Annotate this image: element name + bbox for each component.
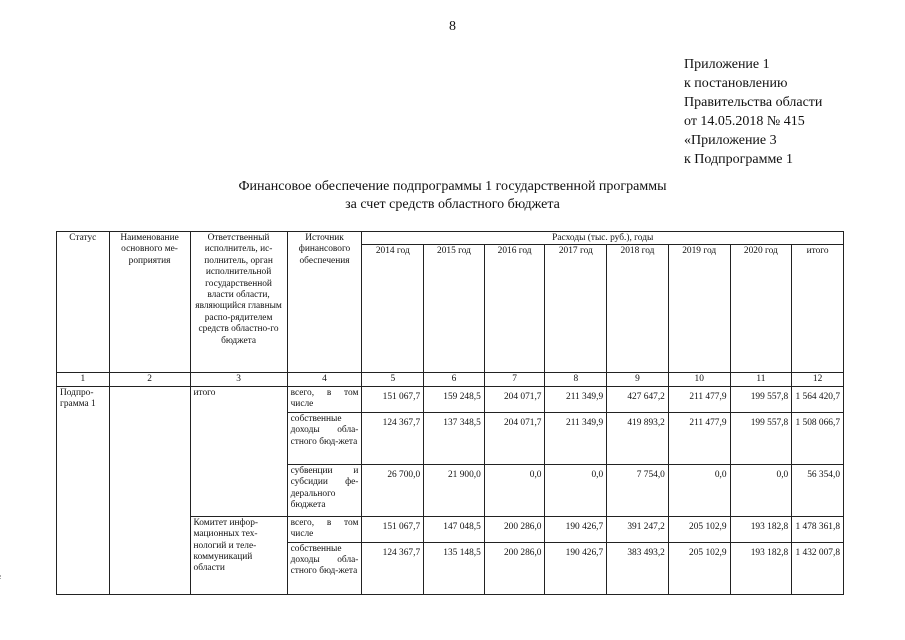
value-cell: 193 182,8 (730, 542, 792, 594)
value-cell: 204 071,7 (484, 412, 545, 464)
value-cell: 151 067,7 (362, 387, 424, 413)
value-cell: 190 426,7 (545, 542, 607, 594)
value-cell: 383 493,2 (607, 542, 669, 594)
header-source: Источник финансового обеспечения (287, 232, 362, 373)
appendix-line: от 14.05.2018 № 415 (684, 114, 805, 129)
page-number: 8 (449, 19, 456, 34)
financing-table (56, 231, 844, 595)
column-number: 7 (484, 373, 545, 387)
status-cell: Подпро-грамма 1 (57, 387, 110, 595)
value-cell: 1 508 066,7 (792, 412, 844, 464)
source-cell: собственные доходы обла-стного бюд-жета (287, 542, 362, 594)
value-cell: 21 900,0 (424, 464, 485, 516)
title-line-2: за счет средств областного бюджета (345, 197, 560, 212)
appendix-block (684, 55, 822, 169)
column-number: 9 (607, 373, 669, 387)
value-cell: 1 564 420,7 (792, 387, 844, 413)
value-cell: 0,0 (668, 464, 730, 516)
source-cell: субвенции и субсидии фе-дерального бюджета (287, 464, 362, 516)
value-cell: 124 367,7 (362, 412, 424, 464)
title-line-1: Финансовое обеспечение подпрограммы 1 государственной программы (238, 179, 667, 194)
executor-cell: Комитет инфор-мационных тех-нологий и теле-коммуникаций области (190, 516, 287, 594)
measure-cell (109, 387, 190, 595)
source-cell: собственные доходы обла-стного бюд-жета (287, 412, 362, 464)
value-cell: 211 349,9 (545, 412, 607, 464)
value-cell: 200 286,0 (484, 542, 545, 594)
column-number: 12 (792, 373, 844, 387)
source-cell: всего, в том числе (287, 387, 362, 413)
value-cell: 56 354,0 (792, 464, 844, 516)
header-expenses: Расходы (тыс. руб.), годы (362, 232, 844, 245)
column-number: 1 (57, 373, 110, 387)
appendix-line: Правительства области (684, 95, 823, 110)
value-cell: 211 477,9 (668, 387, 730, 413)
value-cell: 0,0 (484, 464, 545, 516)
appendix-line: Приложение 1 (684, 57, 770, 72)
value-cell: 7 754,0 (607, 464, 669, 516)
value-cell: 211 349,9 (545, 387, 607, 413)
value-cell: 159 248,5 (424, 387, 485, 413)
header-status: Статус (57, 232, 110, 373)
value-cell: 419 893,2 (607, 412, 669, 464)
column-number: 5 (362, 373, 424, 387)
value-cell: 199 557,8 (730, 387, 792, 413)
value-cell: 135 148,5 (424, 542, 485, 594)
column-number-row (57, 373, 844, 387)
value-cell: 193 182,8 (730, 516, 792, 542)
value-cell: 124 367,7 (362, 542, 424, 594)
header-year: 2014 год (362, 245, 424, 373)
value-cell: 211 477,9 (668, 412, 730, 464)
column-number: 3 (190, 373, 287, 387)
value-cell: 137 348,5 (424, 412, 485, 464)
value-cell: 0,0 (730, 464, 792, 516)
column-number: 6 (424, 373, 485, 387)
column-number: 2 (109, 373, 190, 387)
header-year: 2016 год (484, 245, 545, 373)
value-cell: 151 067,7 (362, 516, 424, 542)
value-cell: 205 102,9 (668, 542, 730, 594)
column-number: 10 (668, 373, 730, 387)
appendix-line: к постановлению (684, 76, 788, 91)
value-cell: 205 102,9 (668, 516, 730, 542)
header-year: 2020 год (730, 245, 792, 373)
scan-edge-mark (0, 575, 4, 579)
table-row (57, 387, 844, 413)
document-title (0, 178, 905, 214)
value-cell: 190 426,7 (545, 516, 607, 542)
value-cell: 26 700,0 (362, 464, 424, 516)
header-year: 2019 год (668, 245, 730, 373)
appendix-line: «Приложение 3 (684, 133, 777, 148)
header-year: 2017 год (545, 245, 607, 373)
header-measure: Наименование основного ме-роприятия (109, 232, 190, 373)
value-cell: 200 286,0 (484, 516, 545, 542)
appendix-line: к Подпрограмме 1 (684, 152, 794, 167)
column-number: 8 (545, 373, 607, 387)
source-cell: всего, в том числе (287, 516, 362, 542)
column-number: 4 (287, 373, 362, 387)
value-cell: 199 557,8 (730, 412, 792, 464)
header-year: 2018 год (607, 245, 669, 373)
column-number: 11 (730, 373, 792, 387)
header-total: итого (792, 245, 844, 373)
value-cell: 0,0 (545, 464, 607, 516)
value-cell: 1 478 361,8 (792, 516, 844, 542)
value-cell: 427 647,2 (607, 387, 669, 413)
value-cell: 391 247,2 (607, 516, 669, 542)
header-year: 2015 год (424, 245, 485, 373)
executor-cell: итого (190, 387, 287, 517)
header-row-1 (57, 232, 844, 245)
value-cell: 1 432 007,8 (792, 542, 844, 594)
header-executor: Ответственный исполнитель, ис-полнитель, орган исполнительной государственной власти области, являющийся главным распо-рядителем средств областно-го бюджета (190, 232, 287, 373)
value-cell: 204 071,7 (484, 387, 545, 413)
value-cell: 147 048,5 (424, 516, 485, 542)
